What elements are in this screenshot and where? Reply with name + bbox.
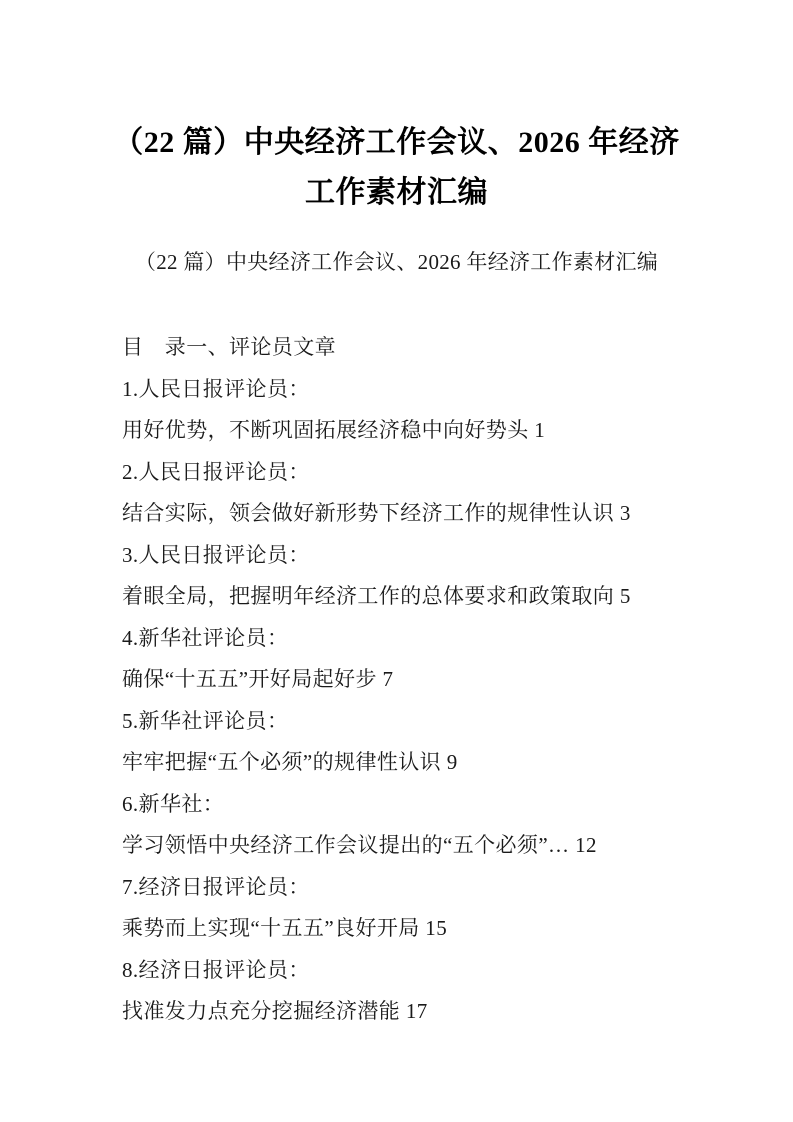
- document-title-line2: 工作素材汇编: [305, 176, 488, 209]
- table-of-contents: [122, 327, 743, 1033]
- document-subtitle: （22 篇）中央经济工作会议、2026 年经济工作素材汇编: [134, 250, 659, 274]
- toc-heading: 目 录一、评论员文章: [122, 335, 336, 359]
- toc-entry-source: 4.新华社评论员：: [122, 625, 289, 650]
- toc-entry-title: 确保“十五五”开好局起好步 7: [122, 667, 394, 691]
- toc-entry-source: 3.人民日报评论员：: [122, 542, 310, 567]
- toc-entry-source: 2.人民日报评论员：: [122, 459, 310, 484]
- toc-entry-title: 乘势而上实现“十五五”良好开局 15: [122, 916, 448, 940]
- toc-entry-source: 6.新华社：: [122, 791, 225, 816]
- toc-entry-title: 着眼全局，把握明年经济工作的总体要求和政策取向 5: [122, 584, 631, 608]
- toc-entry-title: 结合实际，领会做好新形势下经济工作的规律性认识 3: [122, 501, 631, 525]
- document-title-line1: （22 篇）中央经济工作会议、2026 年经济: [113, 126, 680, 159]
- toc-entry-title: 用好优势，不断巩固拓展经济稳中向好势头 1: [122, 418, 546, 442]
- toc-entry-title: 学习领悟中央经济工作会议提出的“五个必须”… 12: [122, 833, 597, 857]
- toc-entry-source: 1.人民日报评论员：: [122, 376, 310, 401]
- toc-entry-source: 7.经济日报评论员：: [122, 874, 310, 899]
- toc-entry-source: 5.新华社评论员：: [122, 708, 289, 733]
- toc-entry-source: 8.经济日报评论员：: [122, 957, 310, 982]
- toc-entry-title: 牢牢把握“五个必须”的规律性认识 9: [122, 750, 458, 774]
- toc-entry-title: 找准发力点充分挖掘经济潜能 17: [122, 999, 428, 1023]
- document-title: [0, 118, 793, 218]
